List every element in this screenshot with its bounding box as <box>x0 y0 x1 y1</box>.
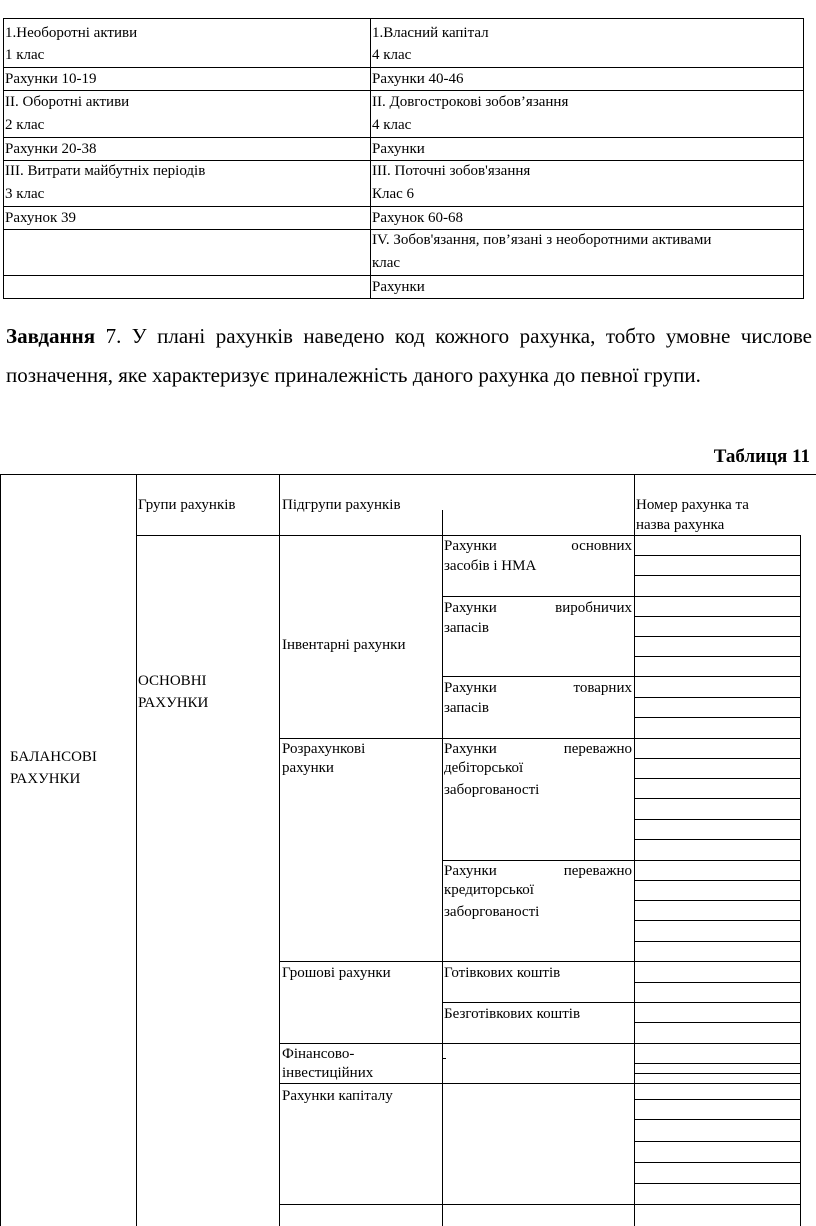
header-number <box>636 494 772 516</box>
cell-class: клас <box>372 255 401 271</box>
cell-noncurrent-related-liabilities: ІV. Зобов'язання, пов’язані з необоротними активами <box>372 232 712 248</box>
item-receivables-word2: переважно <box>563 741 632 757</box>
task-label: Завдання <box>6 324 96 348</box>
item-goods-line2: запасів <box>444 700 489 716</box>
item-payables-word1: Рахунки <box>444 863 497 879</box>
cell-class: 3 клас <box>5 186 45 202</box>
cell-class: 2 клас <box>5 117 45 133</box>
cell-deferred-expenses: ІІІ. Витрати майбутніх періодів <box>5 163 206 179</box>
item-fixed-assets <box>444 535 632 557</box>
item-production-stocks <box>444 597 632 619</box>
cell-accounts: Рахунок 39 <box>5 210 76 226</box>
item-goods-stocks <box>444 677 632 699</box>
subgroup-financial-line1: Фінансово- <box>282 1046 355 1062</box>
item-receivables-word1: Рахунки <box>444 741 497 757</box>
cell-accounts: Рахунки 10-19 <box>5 71 97 87</box>
cell-noncurrent-assets: 1.Необоротні активи <box>5 25 138 41</box>
subgroup-settlement-line1: Розрахункові <box>282 741 366 757</box>
main-accounts-line1: ОСНОВНІ <box>138 673 207 689</box>
cell-equity: 1.Власний капітал <box>372 25 489 41</box>
item-cash-in-hand: Готівкових коштів <box>444 965 561 981</box>
subgroup-cash: Грошові рахунки <box>282 965 391 981</box>
item-goods-word1: Рахунки <box>444 680 497 696</box>
item-production-line2: запасів <box>444 620 489 636</box>
cell-accounts: Рахунки 20-38 <box>5 141 97 157</box>
item-cashless: Безготівкових коштів <box>444 1006 581 1022</box>
item-payables-line3: заборгованості <box>444 904 540 920</box>
item-production-word2: виробничих <box>555 600 632 616</box>
main-accounts-line2: РАХУНКИ <box>138 695 209 711</box>
table-caption: Таблиця 11 <box>713 446 810 467</box>
cell-accounts: Рахунок 60-68 <box>372 210 463 226</box>
subgroup-settlement-line2: рахунки <box>282 760 334 776</box>
item-fixed-assets-word1: Рахунки <box>444 538 497 554</box>
balance-accounts-line2: РАХУНКИ <box>10 771 81 787</box>
item-production-word1: Рахунки <box>444 600 497 616</box>
item-receivables-line3: заборгованості <box>444 782 540 798</box>
item-payables-word2: переважно <box>563 863 632 879</box>
subgroup-financial-line2: інвестиційних <box>282 1065 374 1081</box>
cell-class: 4 клас <box>372 117 412 133</box>
cell-current-liabilities: ІІІ. Поточні зобов'язання <box>372 163 531 179</box>
cell-class: Клас 6 <box>372 186 415 202</box>
cell-class: 1 клас <box>5 47 45 63</box>
cell-accounts: Рахунки <box>372 141 425 157</box>
header-groups: Групи рахунків <box>138 497 236 513</box>
item-fixed-assets-line2: засобів і НМА <box>444 558 537 574</box>
item-goods-word2: товарних <box>573 680 632 696</box>
cell-long-term-liabilities: ІІ. Довгострокові зобов’язання <box>372 94 569 110</box>
subgroup-inventory: Інвентарні рахунки <box>282 637 406 653</box>
cell-class: 4 клас <box>372 47 412 63</box>
item-receivables-line2: дебіторської <box>444 760 524 776</box>
cell-current-assets: ІІ. Оборотні активи <box>5 94 130 110</box>
cell-accounts: Рахунки 40-46 <box>372 71 464 87</box>
header-number-line1: Номер рахунка та <box>636 497 749 513</box>
task-paragraph <box>6 317 812 395</box>
balance-accounts-line1: БАЛАНСОВІ <box>10 749 97 765</box>
task-text: 7. У плані рахунків наведено код кожного рахунка, тобто умовне числове позначення, яке характеризує приналежність даного рахунка до певної групи. <box>6 324 812 387</box>
subgroup-capital: Рахунки капіталу <box>282 1088 393 1104</box>
item-fixed-assets-word2: основних <box>571 538 632 554</box>
header-number-line2: назва рахунка <box>636 517 725 533</box>
cell-accounts: Рахунки <box>372 279 425 295</box>
header-subgroups: Підгрупи рахунків <box>282 497 401 513</box>
item-payables-line2: кредиторської <box>444 882 534 898</box>
